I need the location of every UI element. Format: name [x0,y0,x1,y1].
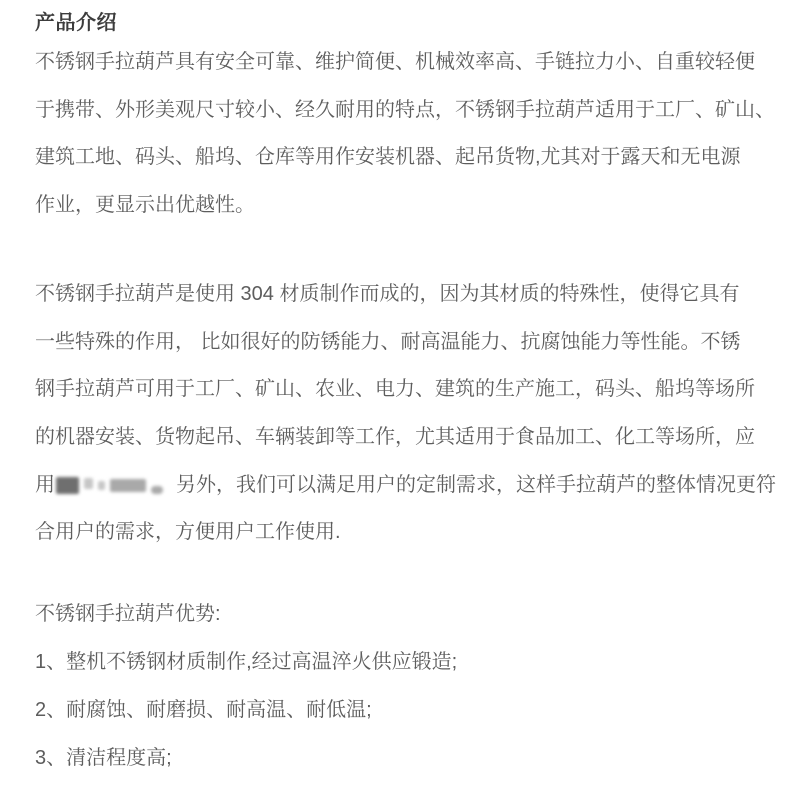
paragraph-line: 作业，更显示出优越性。 [35,194,255,217]
blur-blob [151,486,163,494]
blur-blob [56,477,79,494]
paragraph-line: 钢手拉葫芦可用于工厂、矿山、农业、电力、建筑的生产施工，码头、船坞等场所 [35,378,755,401]
paragraph-line-censored [35,462,780,510]
blur-blob [110,479,146,492]
blur-blob [98,481,105,490]
page-title: 产品介绍 [35,12,117,34]
paragraph-line: 的机器安装、货物起吊、车辆装卸等工作，尤其适用于食品加工、化工等场所，应 [35,425,755,448]
censored-line-prefix: 用 [35,473,55,496]
censored-line-suffix: 另外，我们可以满足用户的定制需求，这样手拉葫芦的整体情况更符 [176,473,776,496]
paragraph-line: 合用户的需求，方便用户工作使用. [35,521,341,544]
paragraph-line: 建筑工地、码头、船坞、仓库等用作安装机器、起吊货物,尤其对于露天和无电源 [35,146,741,169]
paragraph-intro [35,39,780,230]
paragraph-line: 不锈钢手拉葫芦是使用 304 材质制作而成的，因为其材质的特殊性，使得它具有 [35,282,740,305]
advantages-section [35,590,780,782]
blur-blob [84,478,93,489]
paragraph-line: 不锈钢手拉葫芦具有安全可靠、维护简便、机械效率高、手链拉力小、自重较轻便 [35,51,755,73]
advantage-item: 2、耐腐蚀、耐磨损、耐高温、耐低温; [35,699,372,722]
paragraph-line: 一些特殊的作用， 比如很好的防锈能力、耐高温能力、抗腐蚀能力等性能。不锈 [35,330,741,353]
advantages-heading: 不锈钢手拉葫芦优势: [35,603,221,626]
advantage-item: 1、整机不锈钢材质制作,经过高温淬火供应锻造; [35,651,458,674]
censored-text-blur [56,475,172,495]
paragraph-material [35,271,780,557]
paragraph-line: 于携带、外形美观尺寸较小、经久耐用的特点，不锈钢手拉葫芦适用于工厂、矿山、 [35,98,775,121]
advantage-item: 3、清洁程度高; [35,747,172,770]
